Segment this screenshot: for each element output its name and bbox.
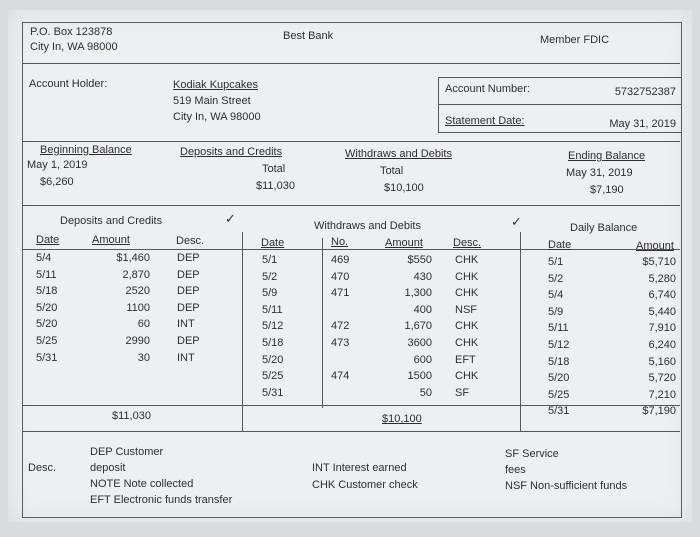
daily-date: 5/9: [548, 305, 564, 318]
withdrawals-header-date: Date: [261, 237, 285, 249]
daily-date: 5/20: [548, 372, 570, 385]
deposit-date: 5/18: [36, 285, 58, 298]
deposit-date: 5/20: [36, 301, 58, 314]
withdrawal-amount: 1500: [407, 370, 432, 383]
daily-balance-title: Daily Balance: [570, 222, 638, 234]
deposit-amount: $1,460: [116, 252, 150, 264]
account-number-label: Account Number:: [445, 83, 530, 95]
daily-header-amount: Amount: [636, 240, 674, 252]
deposits-total: $11,030: [256, 180, 295, 192]
withdrawals-total-label: Total: [380, 165, 404, 177]
account-holder-label: Account Holder:: [29, 78, 108, 90]
account-holder-name: Kodiak Kupcakes: [173, 79, 258, 91]
beginning-balance-date: May 1, 2019: [27, 159, 88, 171]
deposit-desc: INT: [177, 351, 195, 364]
deposit-desc: DEP: [177, 301, 200, 314]
ending-balance-label: Ending Balance: [568, 150, 646, 162]
withdrawal-date: 5/18: [262, 337, 284, 349]
deposit-desc: INT: [177, 318, 195, 331]
beginning-balance-label: Beginning Balance: [40, 144, 132, 156]
table-col-divider-1: [242, 232, 243, 432]
statement-date-label: Statement Date:: [445, 115, 525, 127]
deposit-amount: 1100: [126, 301, 150, 314]
daily-date: 5/25: [548, 388, 570, 401]
header-divider: [22, 63, 680, 64]
table-col-divider-2: [322, 238, 323, 408]
withdrawal-date: 5/12: [262, 320, 284, 333]
withdrawal-amount: 430: [413, 270, 432, 283]
deposit-amount: 2520: [125, 285, 150, 298]
legend-deposit: deposit: [90, 462, 126, 474]
legend-int: INT Interest earned: [312, 462, 407, 474]
deposits-total-label: Total: [262, 163, 286, 175]
account-holder-city: City In, WA 98000: [173, 111, 261, 123]
deposits-checkmark: ✓: [225, 211, 236, 226]
deposit-amount: 2990: [125, 335, 150, 347]
withdrawal-desc: CHK: [455, 270, 479, 283]
withdrawal-amount: 400: [413, 303, 432, 316]
withdrawal-amount: 1,300: [404, 287, 432, 300]
deposit-date: 5/4: [36, 252, 52, 264]
deposit-amount: 60: [137, 318, 150, 331]
withdrawal-desc: CHK: [455, 370, 479, 383]
withdrawal-amount: $550: [407, 254, 432, 266]
section-divider-1: [22, 141, 680, 142]
deposit-desc: DEP: [177, 285, 200, 298]
withdrawal-date: 5/20: [262, 353, 284, 366]
account-box-divider: [438, 104, 681, 105]
table-bottom-line: [22, 431, 680, 432]
daily-amount: 5,160: [648, 355, 676, 368]
withdrawal-desc: CHK: [455, 254, 479, 266]
beginning-balance-amount: $6,260: [40, 176, 74, 188]
withdrawal-amount: 50: [419, 386, 432, 399]
withdrawal-date: 5/11: [262, 303, 283, 316]
deposit-date: 5/25: [36, 335, 58, 347]
daily-amount: 7,910: [648, 322, 676, 335]
withdrawal-date: 5/9: [262, 287, 278, 300]
deposit-desc: DEP: [177, 268, 200, 281]
withdrawal-desc: CHK: [455, 287, 479, 300]
daily-amount: 6,740: [648, 289, 676, 302]
withdrawal-amount: 600: [413, 353, 432, 366]
daily-amount: $7,190: [642, 405, 676, 418]
withdrawal-no: 473: [331, 337, 350, 349]
daily-amount: 7,210: [648, 388, 676, 401]
withdrawals-table-title: Withdraws and Debits: [314, 220, 421, 232]
daily-header-date: Date: [548, 239, 572, 251]
daily-date: 5/4: [548, 289, 564, 302]
withdrawal-no: 469: [331, 254, 350, 266]
daily-amount: 5,720: [648, 372, 676, 385]
ending-balance-date: May 31, 2019: [566, 167, 633, 179]
withdrawals-debits-label: Withdraws and Debits: [345, 148, 452, 160]
withdrawal-desc: SF: [455, 386, 470, 399]
deposit-date: 5/11: [36, 268, 57, 281]
deposits-credits-label: Deposits and Credits: [180, 146, 283, 158]
daily-date: 5/1: [548, 256, 564, 268]
table-col-divider-3: [520, 232, 521, 432]
deposit-desc: DEP: [177, 252, 200, 264]
withdrawal-desc: EFT: [455, 353, 476, 366]
daily-amount: $5,710: [642, 256, 676, 268]
legend-sf: SF Service: [505, 448, 559, 460]
withdrawals-checkmark: ✓: [511, 214, 522, 229]
withdrawals-header-no: No.: [331, 236, 349, 248]
legend-chk: CHK Customer check: [312, 479, 418, 491]
daily-date: 5/12: [548, 339, 570, 351]
section-divider-2: [22, 205, 680, 206]
withdrawal-date: 5/1: [262, 254, 278, 266]
daily-amount: 5,440: [648, 305, 676, 318]
deposit-date: 5/20: [36, 318, 58, 331]
table-total-line: [22, 405, 680, 406]
withdrawals-table-total: $10,100: [382, 413, 422, 425]
legend-note: NOTE Note collected: [90, 478, 194, 490]
withdrawal-no: 474: [331, 370, 350, 383]
account-holder-street: 519 Main Street: [173, 95, 251, 107]
member-fdic: Member FDIC: [540, 34, 610, 46]
deposit-desc: DEP: [177, 335, 200, 347]
legend-eft: EFT Electronic funds transfer: [90, 494, 233, 506]
statement-date: May 31, 2019: [609, 118, 676, 130]
daily-date: 5/2: [548, 272, 564, 285]
withdrawal-date: 5/31: [262, 386, 284, 399]
legend-fees: fees: [505, 464, 526, 476]
daily-date: 5/18: [548, 355, 570, 368]
withdrawal-no: 471: [331, 287, 350, 300]
deposits-header-desc: Desc.: [176, 235, 205, 247]
withdrawal-amount: 1,670: [404, 320, 432, 333]
account-number: 5732752387: [614, 86, 676, 98]
withdrawal-no: 472: [331, 320, 350, 333]
withdrawal-desc: CHK: [455, 320, 479, 333]
legend-nsf: NSF Non-sufficient funds: [505, 480, 628, 492]
table-header-line: [22, 249, 680, 250]
daily-date: 5/11: [548, 322, 569, 335]
withdrawals-total: $10,100: [384, 182, 424, 194]
deposit-amount: 30: [137, 351, 150, 364]
ending-balance-amount: $7,190: [590, 184, 624, 196]
withdrawal-desc: CHK: [455, 337, 479, 349]
deposit-date: 5/31: [36, 351, 58, 364]
bank-address-line1: P.O. Box 123878: [30, 26, 113, 38]
withdrawals-header-desc: Desc.: [453, 237, 482, 249]
withdrawal-date: 5/25: [262, 370, 284, 383]
withdrawal-desc: NSF: [455, 303, 477, 316]
daily-date: 5/31: [548, 405, 570, 418]
deposit-amount: 2,870: [122, 268, 150, 281]
withdrawals-header-amount: Amount: [385, 237, 423, 249]
daily-amount: 5,280: [648, 272, 676, 285]
daily-amount: 6,240: [648, 339, 676, 351]
bank-address-line2: City In, WA 98000: [30, 41, 118, 53]
withdrawal-date: 5/2: [262, 270, 278, 283]
withdrawal-amount: 3600: [407, 337, 432, 349]
legend-label: Desc.: [28, 462, 57, 474]
withdrawal-no: 470: [331, 270, 350, 283]
deposits-table-total: $11,030: [112, 410, 151, 422]
deposits-header-date: Date: [36, 234, 60, 246]
bank-name: Best Bank: [283, 30, 334, 42]
deposits-table-title: Deposits and Credits: [60, 215, 163, 227]
legend-dep: DEP Customer: [90, 446, 164, 458]
deposits-header-amount: Amount: [92, 234, 130, 246]
